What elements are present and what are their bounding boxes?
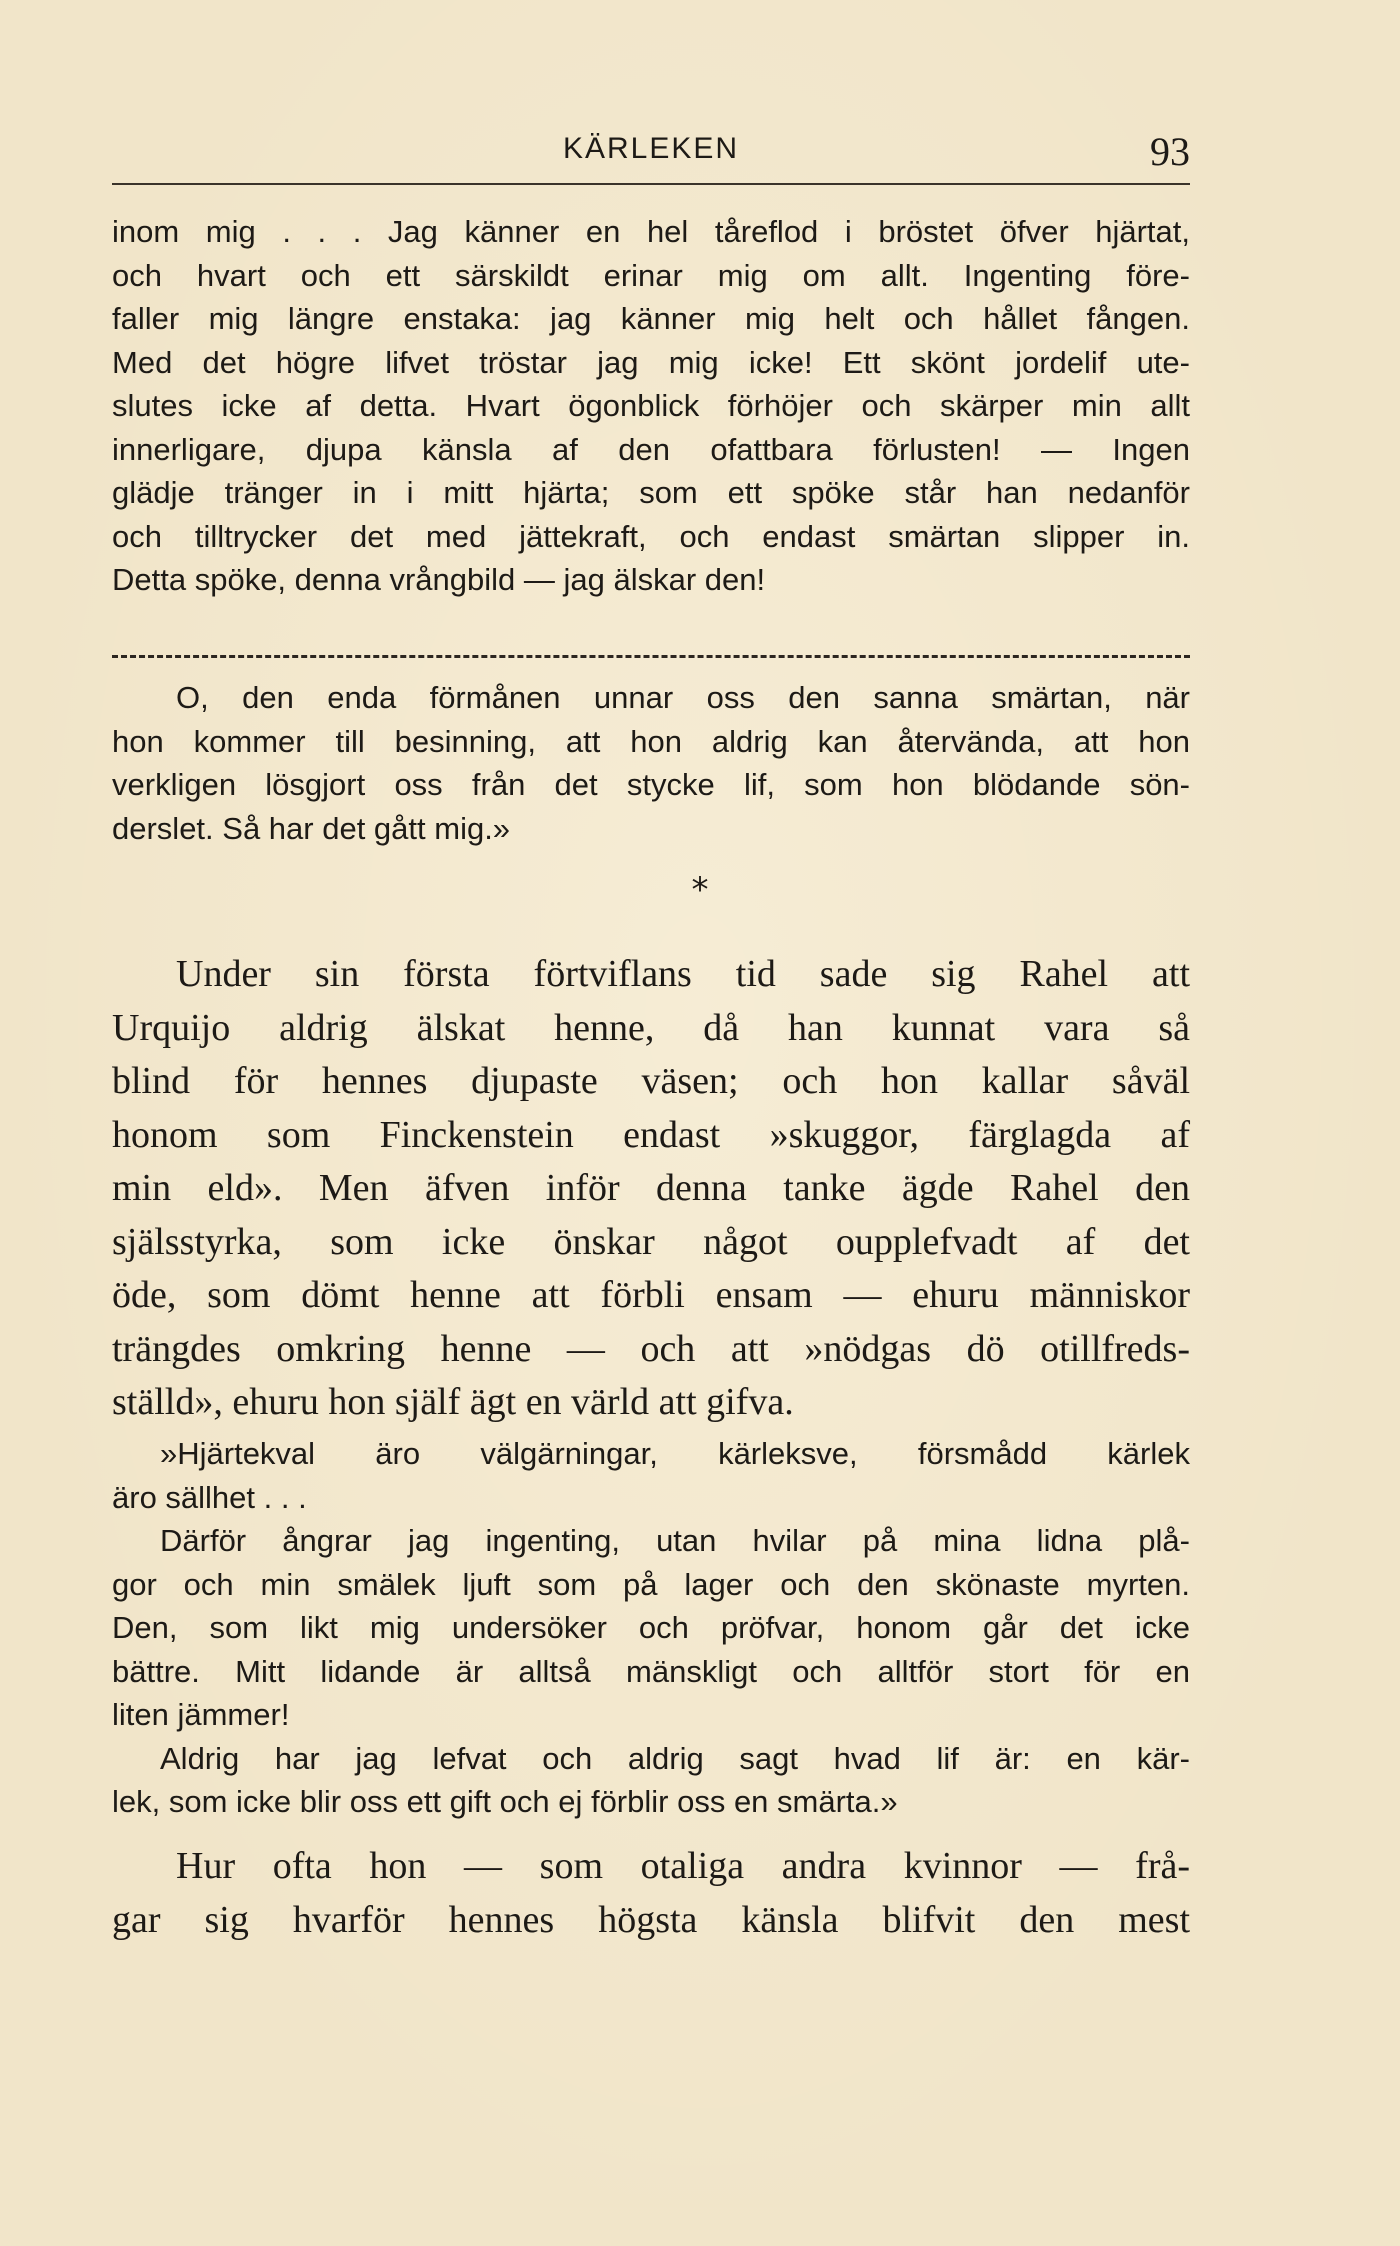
text-line: Hur ofta hon — som otaliga andra kvinnor — frå-: [176, 1845, 1190, 1887]
text-line: faller mig längre enstaka: jag känner mig helt och hållet fången.: [112, 301, 1190, 336]
text-line: blind för hennes djupaste väsen; och hon kallar såväl: [112, 1060, 1190, 1102]
header-rule: [112, 183, 1190, 185]
text-line: Urquijo aldrig älskat henne, då han kunnat vara så: [112, 1006, 1190, 1049]
text-line: Aldrig har jag lefvat och aldrig sagt hvad lif är: en kär-: [160, 1740, 1190, 1776]
text-line: Därför ångrar jag ingenting, utan hvilar på mina lidna plå-: [160, 1523, 1190, 1558]
paragraph-narrative: [112, 948, 1190, 1430]
text-line: Detta spöke, denna vrångbild — jag älskar den!: [112, 562, 766, 597]
text-line: ställd», ehuru hon själf ägt en värld att gifva.: [112, 1381, 794, 1423]
text-line: och hvart och ett särskildt erinar mig om allt. Ingenting före-: [112, 257, 1190, 293]
paragraph-letter-2: [112, 676, 1190, 850]
dashed-separator: [112, 655, 1190, 658]
text-line: glädje tränger in i mitt hjärta; som ett spöke står han nedanför: [112, 475, 1190, 510]
text-line: Under sin första förtviflans tid sade sig Rahel att: [176, 953, 1190, 995]
text-line: liten jämmer!: [112, 1697, 290, 1732]
text-line: min eld». Men äfven inför denna tanke ägde Rahel den: [112, 1167, 1190, 1209]
page-number: 93: [1150, 129, 1190, 174]
text-line: Med det högre lifvet tröstar jag mig icke! Ett skönt jordelif ute-: [112, 344, 1190, 380]
text-line: hon kommer till besinning, att hon aldrig kan återvända, att hon: [112, 723, 1190, 759]
text-line: äro sällhet . . .: [112, 1479, 307, 1515]
text-line: och tilltrycker det med jättekraft, och endast smärtan slipper in.: [112, 518, 1190, 554]
text-line: innerligare, djupa känsla af den ofattbara förlusten! — Ingen: [112, 431, 1190, 467]
text-line: öde, som dömt henne att förbli ensam — ehuru människor: [112, 1274, 1190, 1316]
text-line: Den, som likt mig undersöker och pröfvar, honom går det icke: [112, 1610, 1190, 1645]
text-line: lek, som icke blir oss ett gift och ej förblir oss en smärta.»: [112, 1784, 898, 1819]
text-line: gar sig hvarför hennes högsta känsla blifvit den mest: [112, 1898, 1190, 1941]
text-line: inom mig . . . Jag känner en hel tåreflod i bröstet öfver hjärtat,: [112, 214, 1190, 249]
text-line: derslet. Så har det gått mig.»: [112, 810, 511, 846]
paragraph-letter-3: [112, 1432, 1190, 1824]
running-title: KÄRLEKEN: [562, 132, 740, 165]
text-line: gor och min smälek ljuft som på lager och den skönaste myrten.: [112, 1566, 1190, 1602]
paragraph-narrative-2: [112, 1840, 1190, 1947]
text-line: själsstyrka, som icke önskar något oupplefvadt af det: [112, 1220, 1190, 1263]
section-star-separator: *: [691, 870, 709, 910]
text-line: trängdes omkring henne — och att »nödgas dö otillfreds-: [112, 1327, 1190, 1370]
text-line: slutes icke af detta. Hvart ögonblick förhöjer och skärper min allt: [112, 388, 1190, 423]
text-line: bättre. Mitt lidande är alltså mänskligt och alltför stort för en: [112, 1653, 1190, 1689]
paragraph-letter-1: [112, 210, 1190, 602]
text-line: honom som Finckenstein endast »skuggor, färglagda af: [112, 1113, 1190, 1156]
text-line: O, den enda förmånen unnar oss den sanna smärtan, när: [176, 680, 1190, 715]
page-header: [112, 128, 1190, 176]
text-line: verkligen lösgjort oss från det stycke lif, som hon blödande sön-: [112, 767, 1190, 802]
text-line: »Hjärtekval äro välgärningar, kärleksve, försmådd kärlek: [160, 1436, 1190, 1471]
